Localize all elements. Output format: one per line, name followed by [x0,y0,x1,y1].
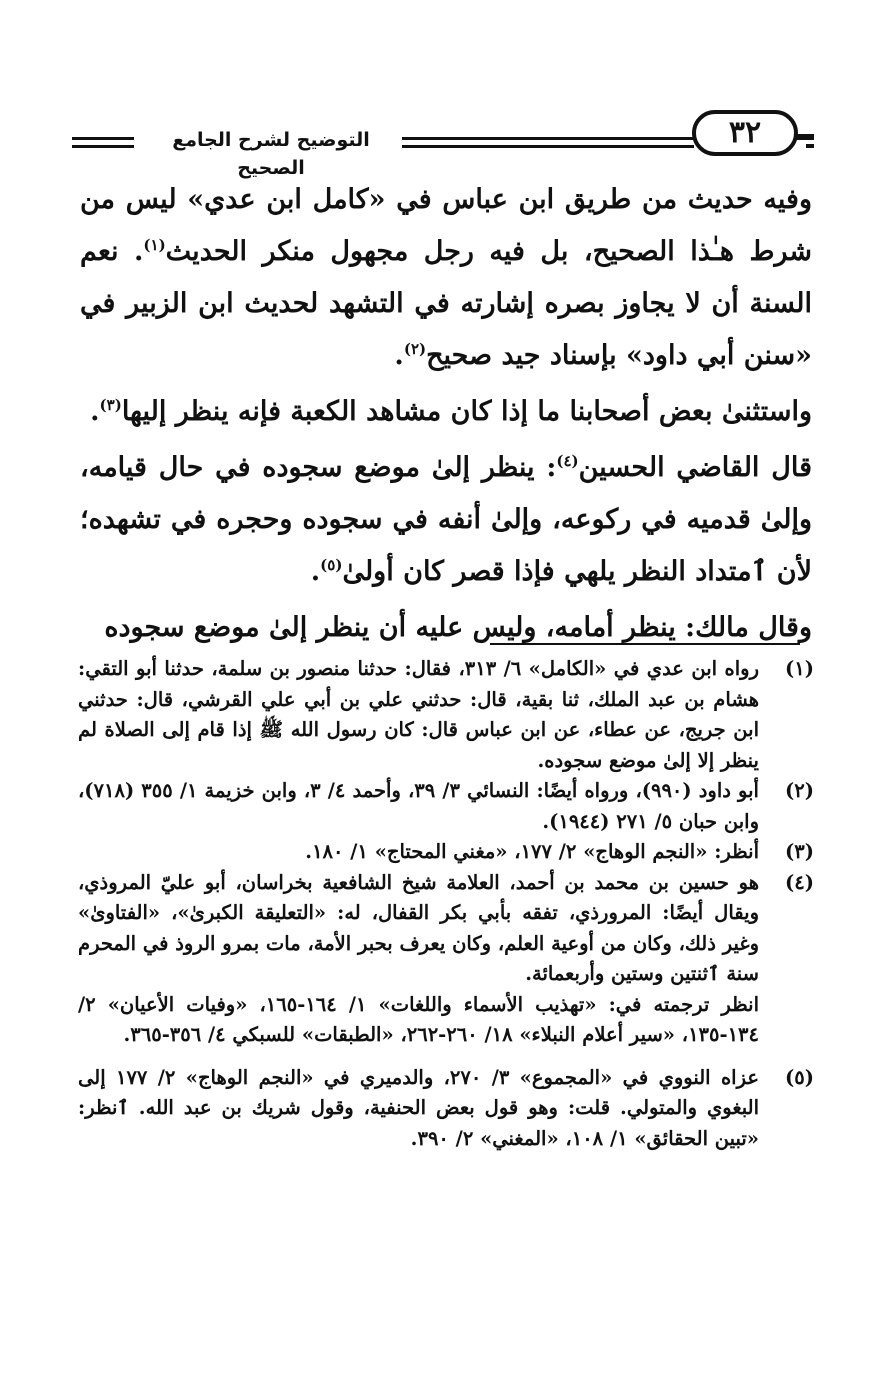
body-paragraph [80,602,812,654]
footnote [78,1063,814,1155]
footnote-text: أبو داود (٩٩٠)، ورواه أيضًا: النسائي ٣/ ٣٩، وأحمد ٤/ ٣، وابن خزيمة ١/ ٣٥٥ (٧١٨)، وابن حبان ٥/ ٢٧١ (١٩٤٤). [78,779,759,833]
footnote-reference: (٣) [99,396,122,414]
body-text-segment: واستثنىٰ بعض أصحابنا ما إذا كان مشاهد الكعبة فإنه ينظر إليها [121,396,812,427]
footnote [78,868,814,1051]
main-text [80,174,812,654]
running-header [72,104,814,179]
footnote [78,654,814,776]
body-paragraph [80,386,812,438]
footnote-reference: (٥) [320,556,343,574]
header-rule-right-lower [806,144,814,148]
footnote-text: عزاه النووي في «المجموع» ٣/ ٢٧٠، والدميري في «النجم الوهاج» ٢/ ١٧٧ إلى البغوي والمتولي. قلت: وهو قول بعض الحنفية، وقول شريك بن عبد الله. ٱنظر: «تبين الحقائق» ١/ ١٠٨، «المغني» ٢/ ٣٩٠. [78,1065,759,1150]
footnote-reference: (٢) [403,340,427,358]
page-number: ٣٢ [692,110,798,156]
body-text-segment: . نعم السنة أن لا يجاوز بصره إشارته في التشهد لحديث ابن الزبير في «سنن أبي داود» بإسناد جيد صحيح [80,236,812,371]
body-paragraph [80,442,812,598]
footnote [78,837,814,868]
footnote-reference: (٤) [556,452,579,470]
footnote [78,776,814,837]
header-rule-left [72,137,134,148]
footnote-text: رواه ابن عدي في «الكامل» ٦/ ٣١٣، فقال: حدثنا منصور بن سلمة، حدثنا أبو التقي: هشام بن عبد الملك، ثنا بقية، قال: حدثني علي بن أبي علي القرشي، قال: حدثني ابن جريج، عن عطاء، عن ابن عباس قال: كان رسول الله ﷺ إذا قام إلى الصلاة لم ينظر إلا إلىٰ موضع سجوده. [78,657,759,772]
body-paragraph [80,174,812,382]
footnote-number: (٤) [785,870,814,894]
body-text-segment: . [394,340,404,371]
header-rule-middle [402,137,694,148]
footnote-number: (١) [785,657,814,680]
footnote-number: (٥) [785,1065,814,1089]
footnote-text: أنظر: «النجم الوهاج» ٢/ ١٧٧، «مغني المحتاج» ١/ ١٨٠. [305,840,759,863]
footnotes [78,654,814,1154]
footnote-text: هو حسين بن محمد بن أحمد، العلامة شيخ الشافعية بخراسان، أبو عليّ المروذي، ويقال أيضًا: المرورذي، تفقه بأبي بكر القفال، له: «التعليقة الكبرىٰ»، «الفتاوىٰ» وغير ذلك، وكان من أوعية العلم، وكان يعرف بحبر الأمة، مات بمرو الروذ في المحرم سنة ٱثنتين وستين وأربعمائة. [78,870,759,985]
body-text-segment: . [310,556,321,587]
body-text-segment: . [90,396,100,427]
footnote-divider [490,643,800,645]
footnote-number: (٢) [785,779,814,802]
body-text-segment: وقال مالك: ينظر أمامه، وليس عليه أن ينظر إلىٰ موضع سجوده [104,612,812,643]
footnote-number: (٣) [785,840,814,863]
header-rule-right [796,134,814,140]
body-text-segment: وفيه حديث من طريق ابن عباس في «كامل ابن عدي» ليس من شرط هـٰذا الصحيح، بل فيه رجل مجهول منكر الحديث [80,184,813,267]
footnote-reference: (١) [143,236,166,254]
running-title: التوضيح لشرح الجامع الصحيح [172,129,370,179]
footnote-text: انظر ترجمته في: «تهذيب الأسماء واللغات» ١/ ١٦٤-١٦٥، «وفيات الأعيان» ٢/ ١٣٤-١٣٥، «سير أعلام النبلاء» ١٨/ ٢٦٠-٢٦٢، «الطبقات» للسبكي ٤/ ٣٥٦-٣٦٥. [78,992,759,1046]
body-text-segment: قال القاضي الحسين [578,452,812,483]
body-text-segment: : ينظر إلىٰ موضع سجوده في حال قيامه، وإلىٰ قدميه في ركوعه، وإلىٰ أنفه في سجوده وحجره في تشهده؛ لأن ٱمتداد النظر يلهي فإذا قصر كان أولىٰ [80,452,812,587]
